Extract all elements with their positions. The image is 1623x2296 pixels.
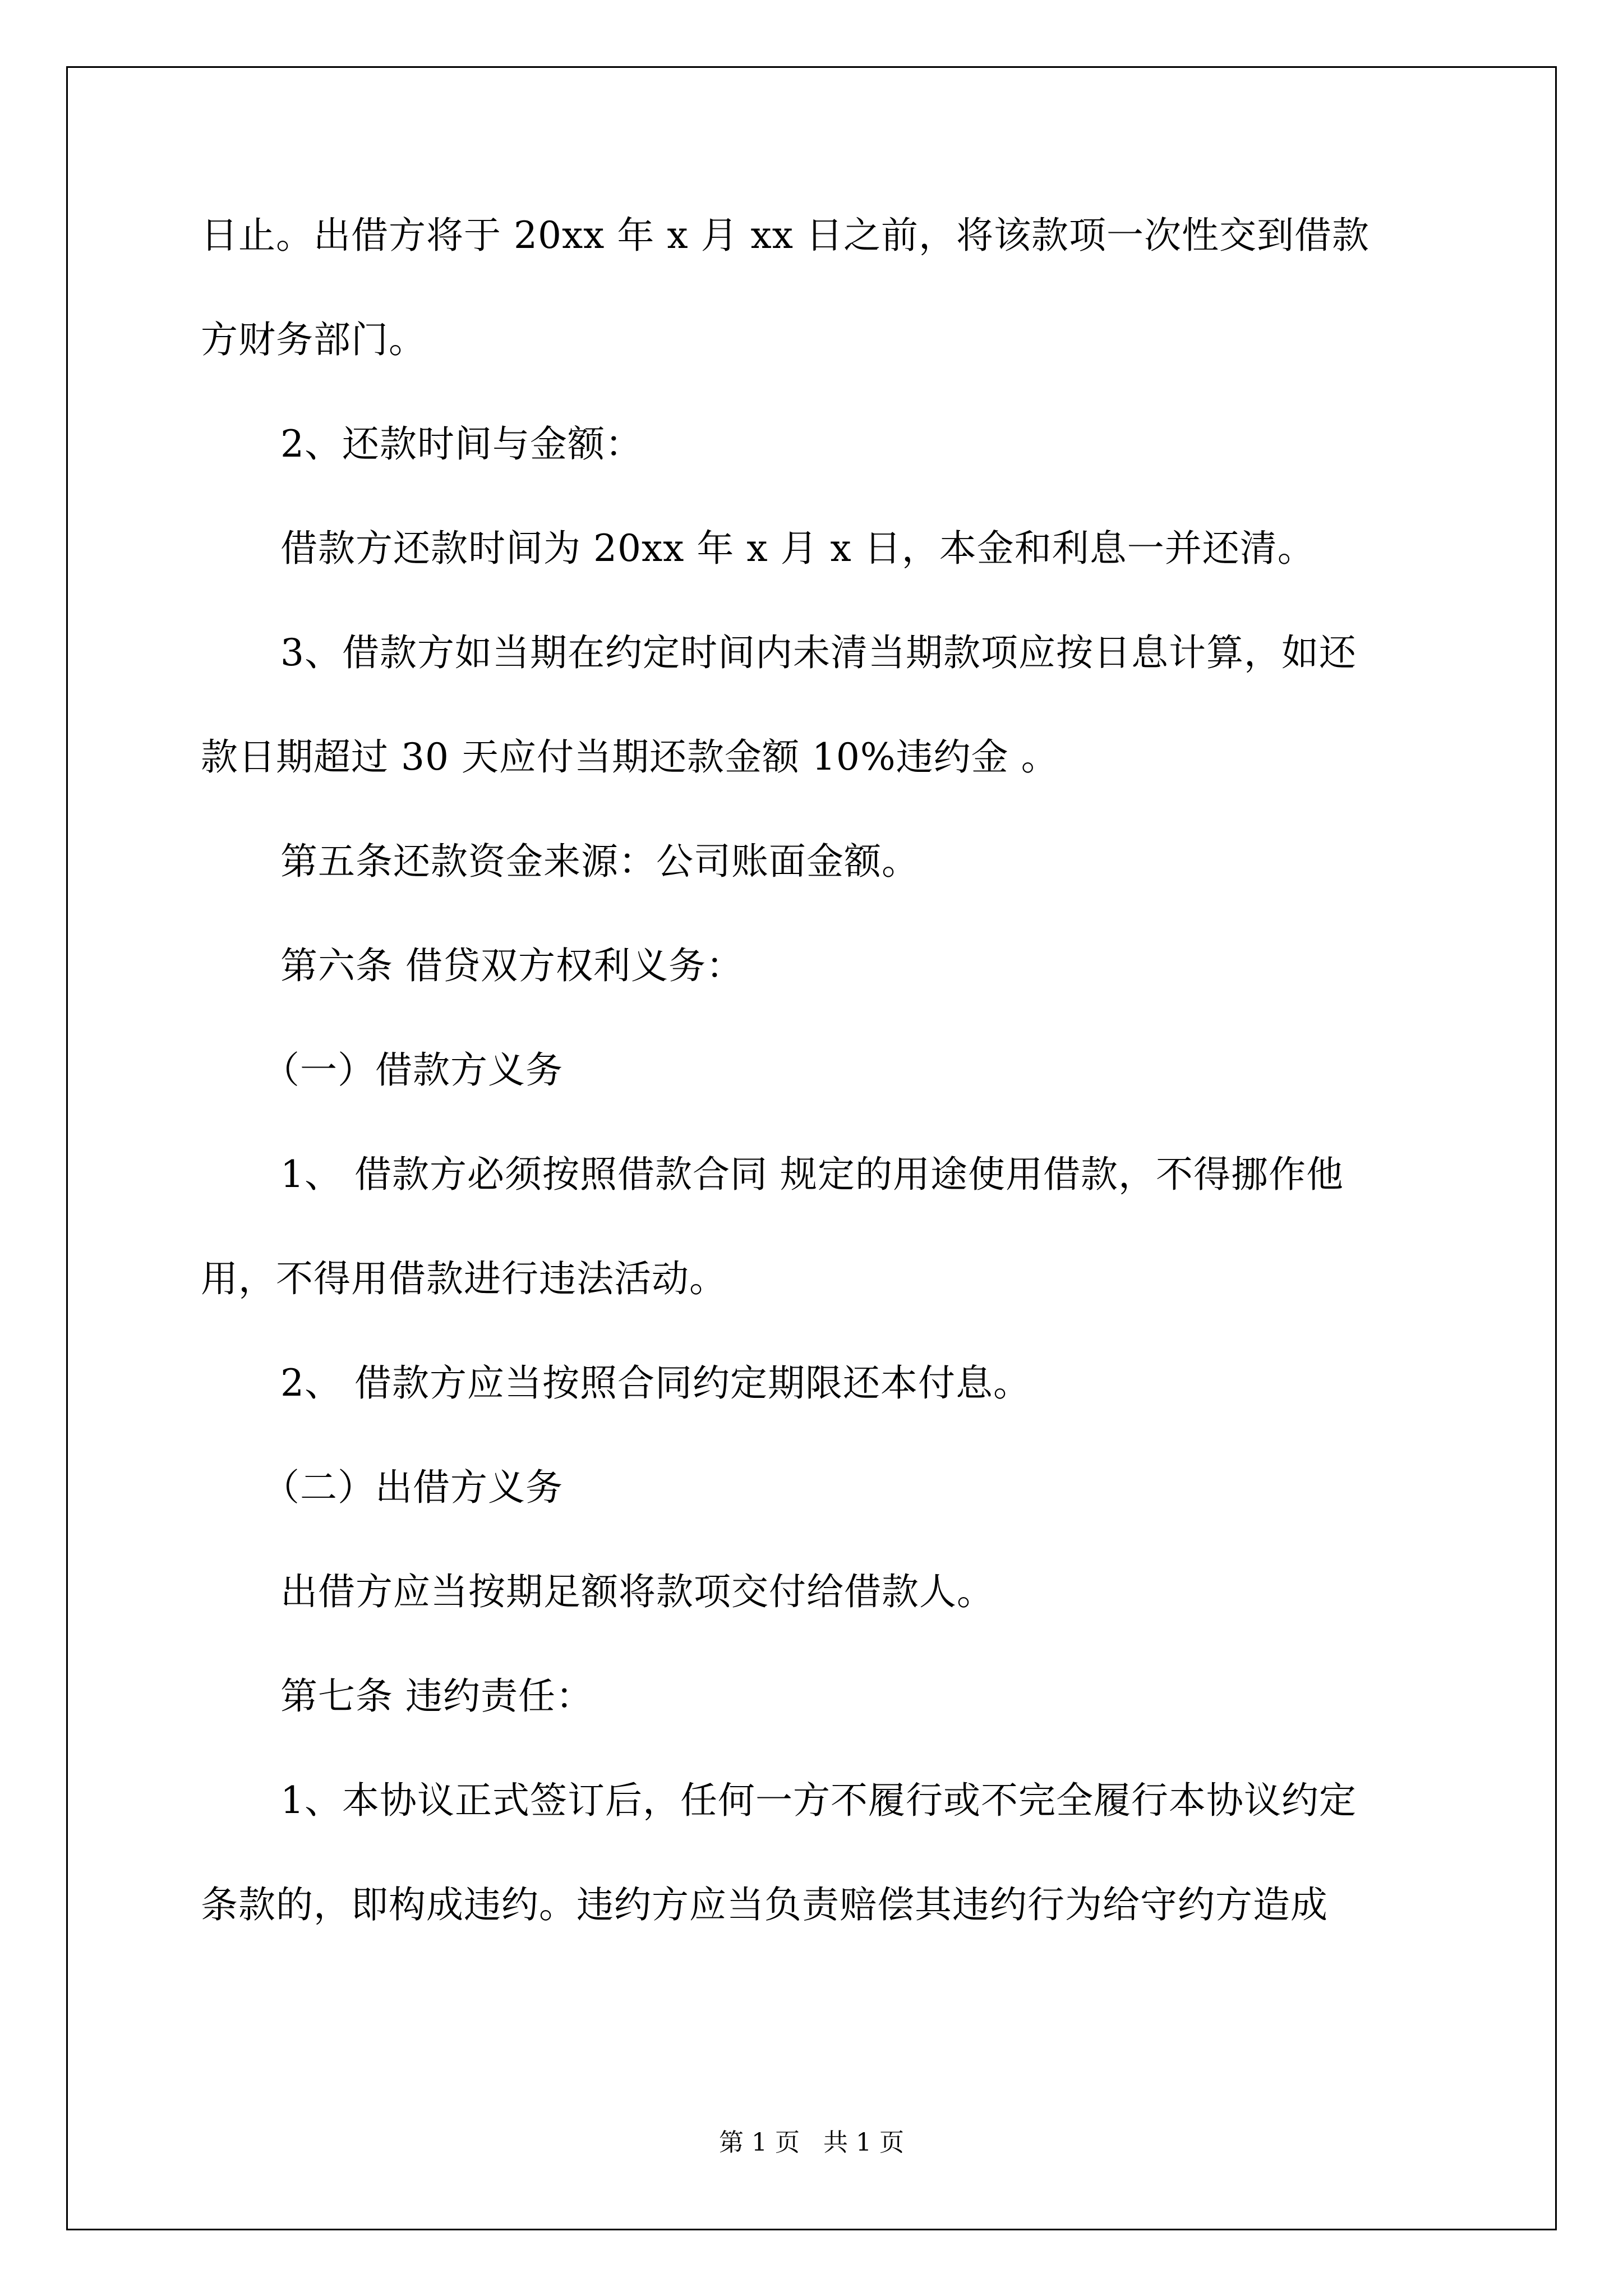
- text-line: 日止。出借方将于 20xx 年 x 月 xx 日之前，将该款项一次性交到借款: [201, 214, 1370, 257]
- page-number-footer: 第 1 页 共 1 页: [719, 2128, 904, 2157]
- text-line: 方财务部门。: [201, 318, 426, 361]
- text-line: 3、借款方如当期在约定时间内未清当期款项应按日息计算，如还: [280, 631, 1357, 674]
- text-line: （二）出借方义务: [262, 1466, 563, 1509]
- text-line: （一）借款方义务: [262, 1048, 563, 1092]
- text-line: 1、本协议正式签订后，任何一方不履行或不完全履行本协议约定: [280, 1779, 1357, 1822]
- text-line: 2、还款时间与金额：: [280, 422, 643, 466]
- text-line: 第五条还款资金来源：公司账面金额。: [280, 840, 919, 883]
- text-line: 出借方应当按期足额将款项交付给借款人。: [280, 1570, 994, 1613]
- text-line: 借款方还款时间为 20xx 年 x 月 x 日，本金和利息一并还清。: [280, 527, 1315, 570]
- text-line: 款日期超过 30 天应付当期还款金额 10%违约金 。: [201, 735, 1059, 779]
- text-line: 1、 借款方必须按照借款合同 规定的用途使用借款，不得挪作他: [280, 1153, 1344, 1196]
- text-line: 用，不得用借款进行违法活动。: [201, 1257, 727, 1300]
- text-line: 2、 借款方应当按照合同约定期限还本付息。: [280, 1361, 1031, 1405]
- text-line: 第七条 违约责任：: [280, 1674, 593, 1718]
- text-line: 第六条 借贷双方权利义务：: [280, 944, 744, 987]
- text-line: 条款的，即构成违约。违约方应当负责赔偿其违约行为给守约方造成: [201, 1883, 1328, 1926]
